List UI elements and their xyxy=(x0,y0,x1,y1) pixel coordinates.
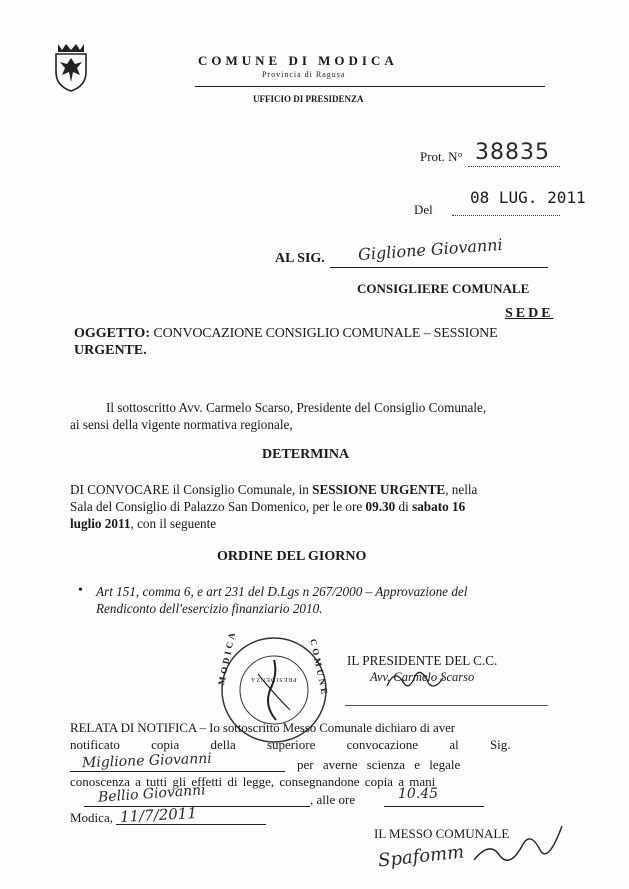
stamp-center-text: PRESIDENZA xyxy=(250,676,297,682)
relata-recipient-handwritten: Miglione Giovanni xyxy=(81,750,213,772)
stamp-left-text: MODICA xyxy=(216,628,238,687)
relata-date-line xyxy=(116,824,266,825)
office-title: UFFICIO DI PRESIDENZA xyxy=(253,94,364,104)
agenda-bullet: • xyxy=(78,583,83,598)
recipient-role: CONSIGLIERE COMUNALE xyxy=(357,281,530,296)
stamp-right-text: COMUNE xyxy=(308,638,331,698)
convocation-verb: DI CONVOCARE xyxy=(70,482,170,497)
agenda-item-line1: Art 151, comma 6, e art 231 del D.Lgs n 267/2000 – Approvazione del xyxy=(96,584,468,599)
convocation-line2 xyxy=(70,499,465,515)
convocation-text2: , nella xyxy=(445,482,478,497)
protocol-line xyxy=(468,166,560,167)
intro-line2: ai sensi della vigente normativa regionale, xyxy=(70,417,293,432)
relata-time-handwritten: 10.45 xyxy=(398,786,439,802)
messo-signature-icon xyxy=(470,820,570,870)
protocol-label: Prot. N° xyxy=(420,149,463,164)
relata-time-line xyxy=(384,806,484,807)
date-line xyxy=(452,215,560,216)
relata-date-handwritten: 11/7/2011 xyxy=(119,803,198,827)
session-type: SESSIONE URGENTE xyxy=(312,482,446,497)
convocation-text1: il Consiglio Comunale, in xyxy=(169,482,313,497)
determina-heading: DETERMINA xyxy=(262,447,350,462)
subject-line2: URGENTE. xyxy=(74,343,147,358)
coat-of-arms-icon xyxy=(50,42,92,92)
relata-line1: RELATA DI NOTIFICA – Io sottoscritto Messo Comunale dichiaro di aver xyxy=(70,720,455,735)
president-signature-icon xyxy=(385,664,465,694)
subject-line1 xyxy=(74,326,550,342)
meeting-time: 09.30 xyxy=(365,499,396,514)
relata-line2 xyxy=(70,737,538,753)
president-sign-line xyxy=(345,705,548,706)
relata-line4: conoscenza a tutti gli effetti di legge, consegnandone copia a mani xyxy=(70,774,436,789)
recipient-line xyxy=(330,267,548,268)
messo-title: IL MESSO COMUNALE xyxy=(374,826,510,841)
convocation-line3 xyxy=(70,516,216,532)
relata-recipient-line xyxy=(70,771,285,772)
relata-consignee-handwritten: Bellio Giovanni xyxy=(97,782,207,806)
relata-consignee-line xyxy=(84,806,310,807)
protocol-date-stamp: 08 LUG. 2011 xyxy=(470,188,586,207)
agenda-heading: ORDINE DEL GIORNO xyxy=(217,549,367,564)
comune-title: COMUNE DI MODICA xyxy=(198,53,398,68)
convocation-di: di xyxy=(395,499,413,514)
meeting-day: sabato 16 xyxy=(412,499,466,514)
president-name: Avv. Carmelo Scarso xyxy=(370,670,475,684)
relata-time-label: , alle ore xyxy=(310,792,356,807)
provincia-subtitle: Provincia di Ragusa xyxy=(262,70,346,79)
convocation-line1 xyxy=(70,482,477,498)
header-rule xyxy=(195,86,545,87)
president-title: IL PRESIDENTE DEL C.C. xyxy=(347,653,498,668)
recipient-label: AL SIG. xyxy=(275,251,325,266)
relata-line3-text: per averne scienza e legale xyxy=(297,757,461,772)
convocation-place: Sala del Consiglio di Palazzo San Domenico, per le ore xyxy=(70,499,366,514)
recipient-name-handwritten: Giglione Giovanni xyxy=(357,234,504,265)
convocation-text3: , con il seguente xyxy=(130,516,217,531)
intro-line1: Il sottoscritto Avv. Carmelo Scarso, Presidente del Consiglio Comunale, xyxy=(106,400,487,415)
recipient-sede: SEDE xyxy=(505,306,554,321)
relata-notified-text: notificato copia della superiore convocazione al Sig. xyxy=(70,737,511,752)
date-label: Del xyxy=(414,202,433,217)
meeting-month: luglio 2011 xyxy=(70,516,131,531)
protocol-number: 38835 xyxy=(475,140,550,165)
messo-signature-handwritten: Spafomm xyxy=(377,841,466,872)
relata-place-label: Modica, xyxy=(70,810,113,825)
subject-text: CONVOCAZIONE CONSIGLIO COMUNALE – SESSIONE xyxy=(153,326,498,341)
subject-label: OGGETTO: xyxy=(74,326,150,341)
agenda-item-line2: Rendiconto dell'esercizio finanziario 2010. xyxy=(96,601,323,616)
